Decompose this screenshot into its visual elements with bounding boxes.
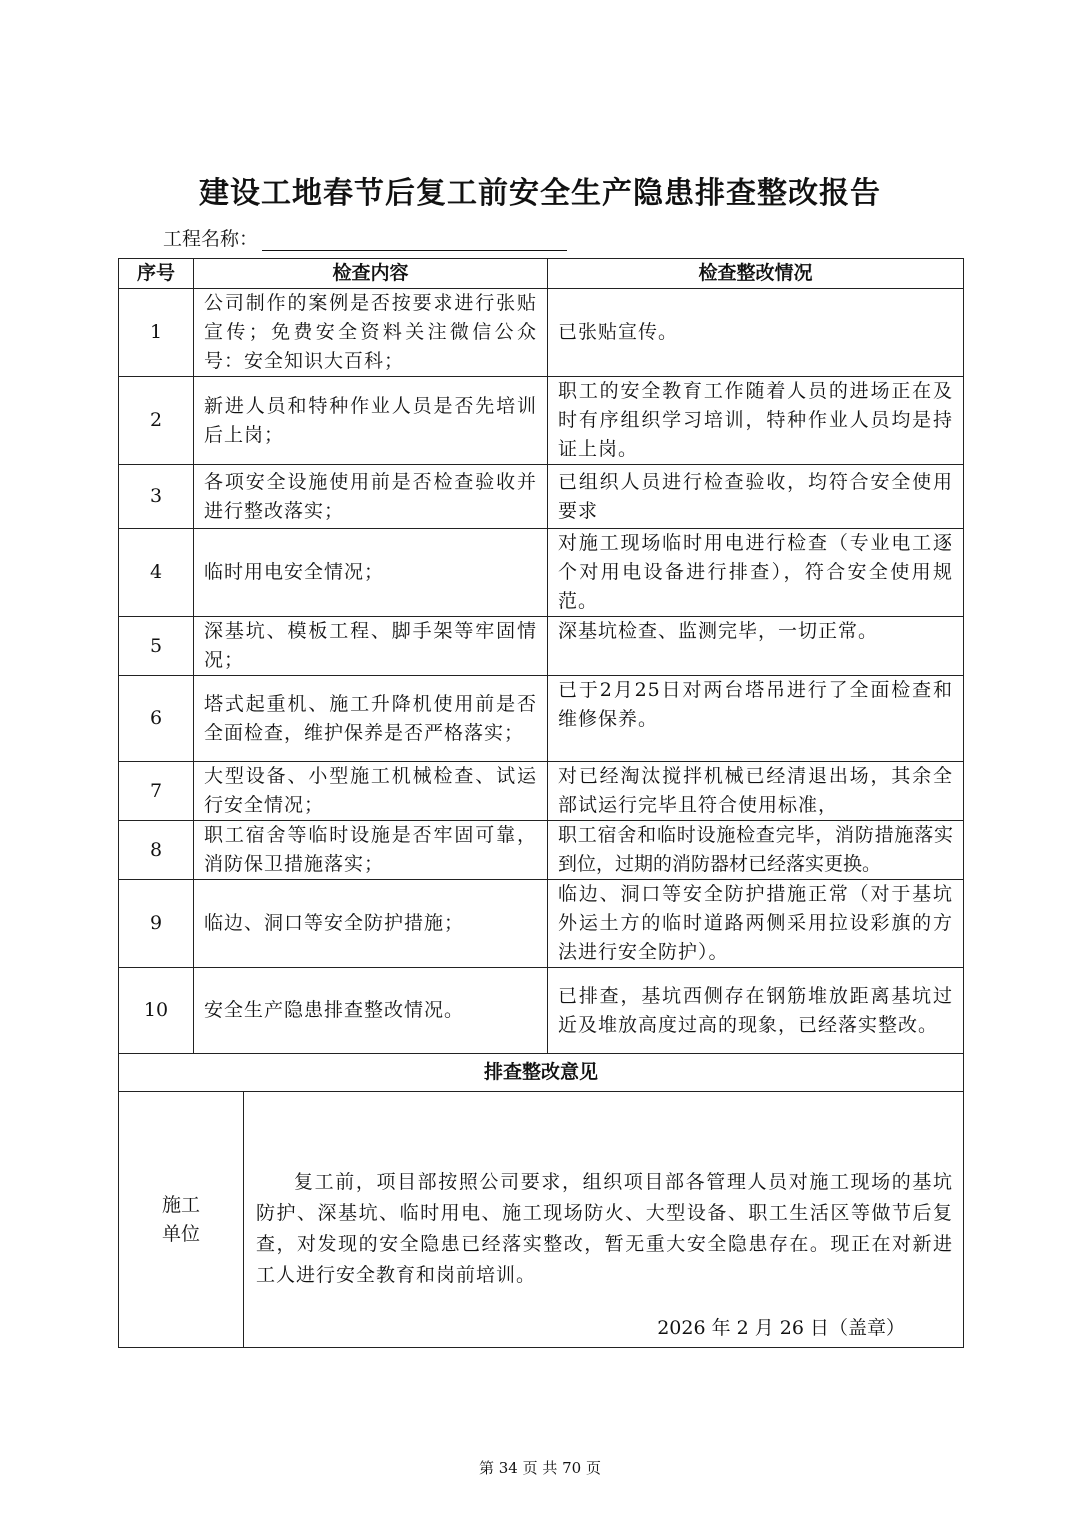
project-name-field <box>163 224 567 251</box>
row-result: 职工的安全教育工作随着人员的进场正在及时有序组织学习培训，特种作业人员均是持证上岗。 <box>548 377 964 465</box>
page-number: 第 34 页 共 70 页 <box>478 1459 601 1477</box>
table-row <box>119 529 964 617</box>
row-content: 各项安全设施使用前是否检查验收并进行整改落实； <box>194 465 548 529</box>
header-no: 序号 <box>119 259 194 289</box>
opinion-text: 复工前，项目部按照公司要求，组织项目部各管理人员对施工现场的基坑防护、深基坑、临时用电、施工现场防火、大型设备、职工生活区等做节后复查，对发现的安全隐患已经落实整改，暂无重大安全隐患存在。现正在对新进工人进行安全教育和岗前培训。 <box>256 1170 954 1286</box>
row-content: 深基坑、模板工程、脚手架等牢固情况； <box>194 617 548 676</box>
row-result: 职工宿舍和临时设施检查完毕，消防措施落实到位，过期的消防器材已经落实更换。 <box>548 821 964 880</box>
row-result: 已组织人员进行检查验收，均符合安全使用要求 <box>548 465 964 529</box>
table-row <box>119 465 964 529</box>
row-no: 9 <box>119 880 194 968</box>
row-result: 已排查，基坑西侧存在钢筋堆放距离基坑过近及堆放高度过高的现象，已经落实整改。 <box>548 968 964 1054</box>
row-content: 大型设备、小型施工机械检查、试运行安全情况； <box>194 762 548 821</box>
row-no: 2 <box>119 377 194 465</box>
construction-unit-label <box>119 1092 244 1348</box>
header-result: 检查整改情况 <box>548 259 964 289</box>
row-result: 已张贴宣传。 <box>548 289 964 377</box>
table-row <box>119 617 964 676</box>
row-no: 8 <box>119 821 194 880</box>
inspection-table <box>118 258 964 1348</box>
row-result: 临边、洞口等安全防护措施正常（对于基坑外运土方的临时道路两侧采用拉设彩旗的方法进行安全防护）。 <box>548 880 964 968</box>
unit-label-line-2: 单位 <box>161 1222 200 1245</box>
project-name-label: 工程名称： <box>163 228 259 250</box>
row-no: 10 <box>119 968 194 1054</box>
row-content: 安全生产隐患排查整改情况。 <box>194 968 548 1054</box>
table-row <box>119 762 964 821</box>
row-content: 新进人员和特种作业人员是否先培训后上岗； <box>194 377 548 465</box>
row-content: 公司制作的案例是否按要求进行张贴宣传；免费安全资料关注微信公众号：安全知识大百科； <box>194 289 548 377</box>
opinion-heading-row <box>119 1054 964 1092</box>
row-no: 4 <box>119 529 194 617</box>
row-result: 深基坑检查、监测完毕，一切正常。 <box>548 617 964 676</box>
row-result: 对施工现场临时用电进行检查（专业电工逐个对用电设备进行排查），符合安全使用规范。 <box>548 529 964 617</box>
table-row <box>119 880 964 968</box>
row-no: 1 <box>119 289 194 377</box>
row-result: 已于2月25日对两台塔吊进行了全面检查和维修保养。 <box>548 676 964 762</box>
row-result: 对已经淘汰搅拌机械已经清退出场，其余全部试运行完毕且符合使用标准， <box>548 762 964 821</box>
row-no: 5 <box>119 617 194 676</box>
row-content: 临时用电安全情况； <box>194 529 548 617</box>
table-row <box>119 676 964 762</box>
row-no: 7 <box>119 762 194 821</box>
page-title: 建设工地春节后复工前安全生产隐患排查整改报告 <box>199 176 881 211</box>
table-row <box>119 821 964 880</box>
row-no: 3 <box>119 465 194 529</box>
table-row <box>119 377 964 465</box>
table-row <box>119 968 964 1054</box>
opinion-body <box>244 1092 964 1348</box>
unit-label-line-1: 施工 <box>161 1193 200 1216</box>
project-name-blank <box>262 229 567 251</box>
date-stamp: 2026 年 2 月 26 日（盖章） <box>657 1317 906 1339</box>
row-content: 塔式起重机、施工升降机使用前是否全面检查，维护保养是否严格落实； <box>194 676 548 762</box>
table-header-row <box>119 259 964 289</box>
row-content: 职工宿舍等临时设施是否牢固可靠，消防保卫措施落实； <box>194 821 548 880</box>
opinion-heading: 排查整改意见 <box>119 1054 964 1092</box>
row-no: 6 <box>119 676 194 762</box>
header-content: 检查内容 <box>194 259 548 289</box>
table-row <box>119 289 964 377</box>
row-content: 临边、洞口等安全防护措施； <box>194 880 548 968</box>
opinion-row <box>119 1092 964 1348</box>
